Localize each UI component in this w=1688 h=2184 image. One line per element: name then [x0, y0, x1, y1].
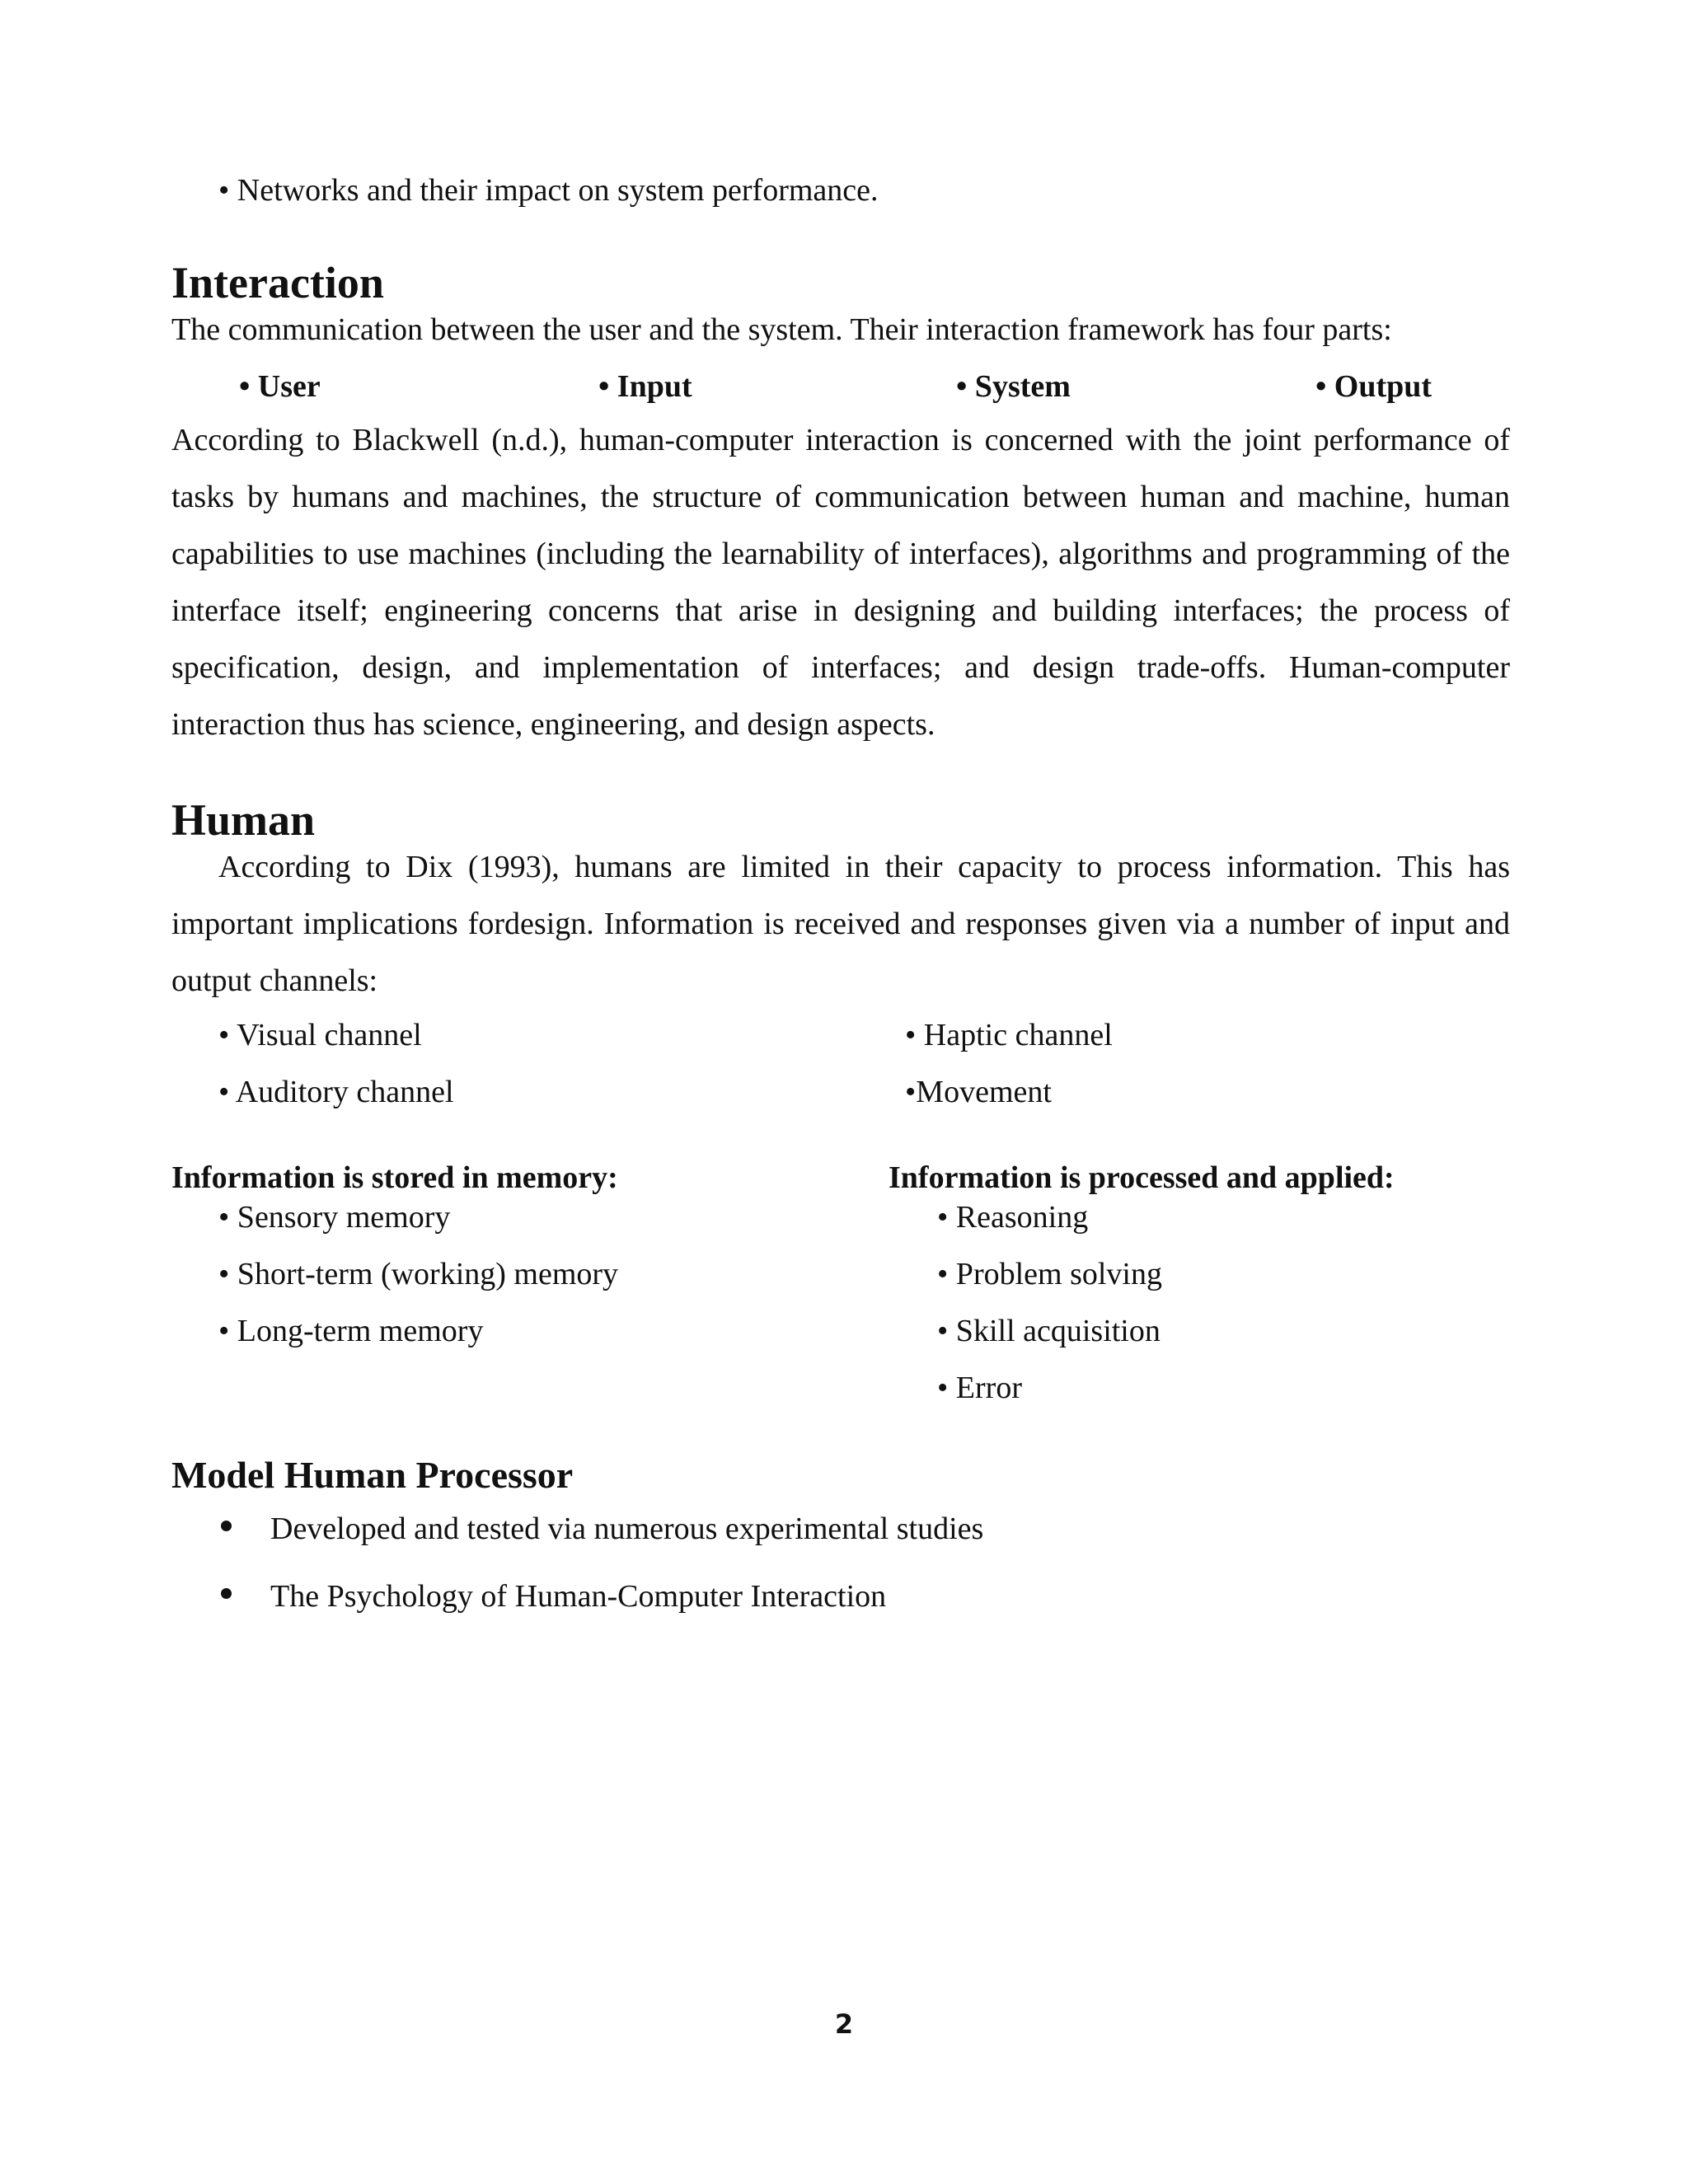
memory-title: Information is stored in memory:: [171, 1160, 618, 1195]
part-input: • Input: [598, 369, 692, 404]
memory-item: • Short-term (working) memory: [218, 1257, 619, 1291]
processing-title: Information is processed and applied:: [889, 1160, 1395, 1195]
bullet-dot-icon: [221, 1521, 232, 1531]
mhp-item: The Psychology of Human-Computer Interaction: [270, 1579, 887, 1614]
interaction-paragraph: According to Blackwell (n.d.), human-computer interaction is concerned with the joint performance of tasks by humans and machines, the structure of communication between human and machine, human capabilities to use machines (including the learnability of interfaces), algorithms and programming of the interface itself; engineering concerns that arise in designing and building interfaces; the process of specification, design, and implementation of interfaces; and design trade-offs. Human-computer interaction thus has science, engineering, and design aspects.: [171, 423, 1510, 742]
channel-haptic: • Haptic channel: [905, 1018, 1113, 1052]
channel-movement: •Movement: [905, 1075, 1052, 1109]
interaction-intro: The communication between the user and the system. Their interaction framework has four parts:: [171, 312, 1392, 347]
top-bullet: • Networks and their impact on system performance.: [218, 173, 879, 208]
human-heading: Human: [171, 795, 316, 845]
human-paragraph: According to Dix (1993), humans are limited in their capacity to process information. This has important implications fordesign. Information is received and responses given via a number of input and output channels:: [171, 850, 1510, 998]
channel-visual: • Visual channel: [218, 1018, 422, 1052]
mhp-heading: Model Human Processor: [171, 1454, 574, 1496]
part-output: • Output: [1315, 369, 1432, 404]
part-user: • User: [239, 369, 321, 404]
processing-item: • Skill acquisition: [937, 1314, 1160, 1348]
processing-item: • Error: [937, 1371, 1022, 1405]
page-number: 2: [834, 2008, 854, 2040]
part-system: • System: [956, 369, 1071, 404]
processing-item: • Reasoning: [937, 1200, 1089, 1235]
memory-item: • Long-term memory: [218, 1314, 484, 1348]
processing-item: • Problem solving: [937, 1257, 1162, 1291]
interaction-heading: Interaction: [171, 258, 384, 307]
mhp-item: Developed and tested via numerous experimental studies: [270, 1511, 984, 1546]
bullet-dot-icon: [221, 1588, 232, 1599]
memory-item: • Sensory memory: [218, 1200, 451, 1235]
channel-auditory: • Auditory channel: [218, 1075, 454, 1109]
